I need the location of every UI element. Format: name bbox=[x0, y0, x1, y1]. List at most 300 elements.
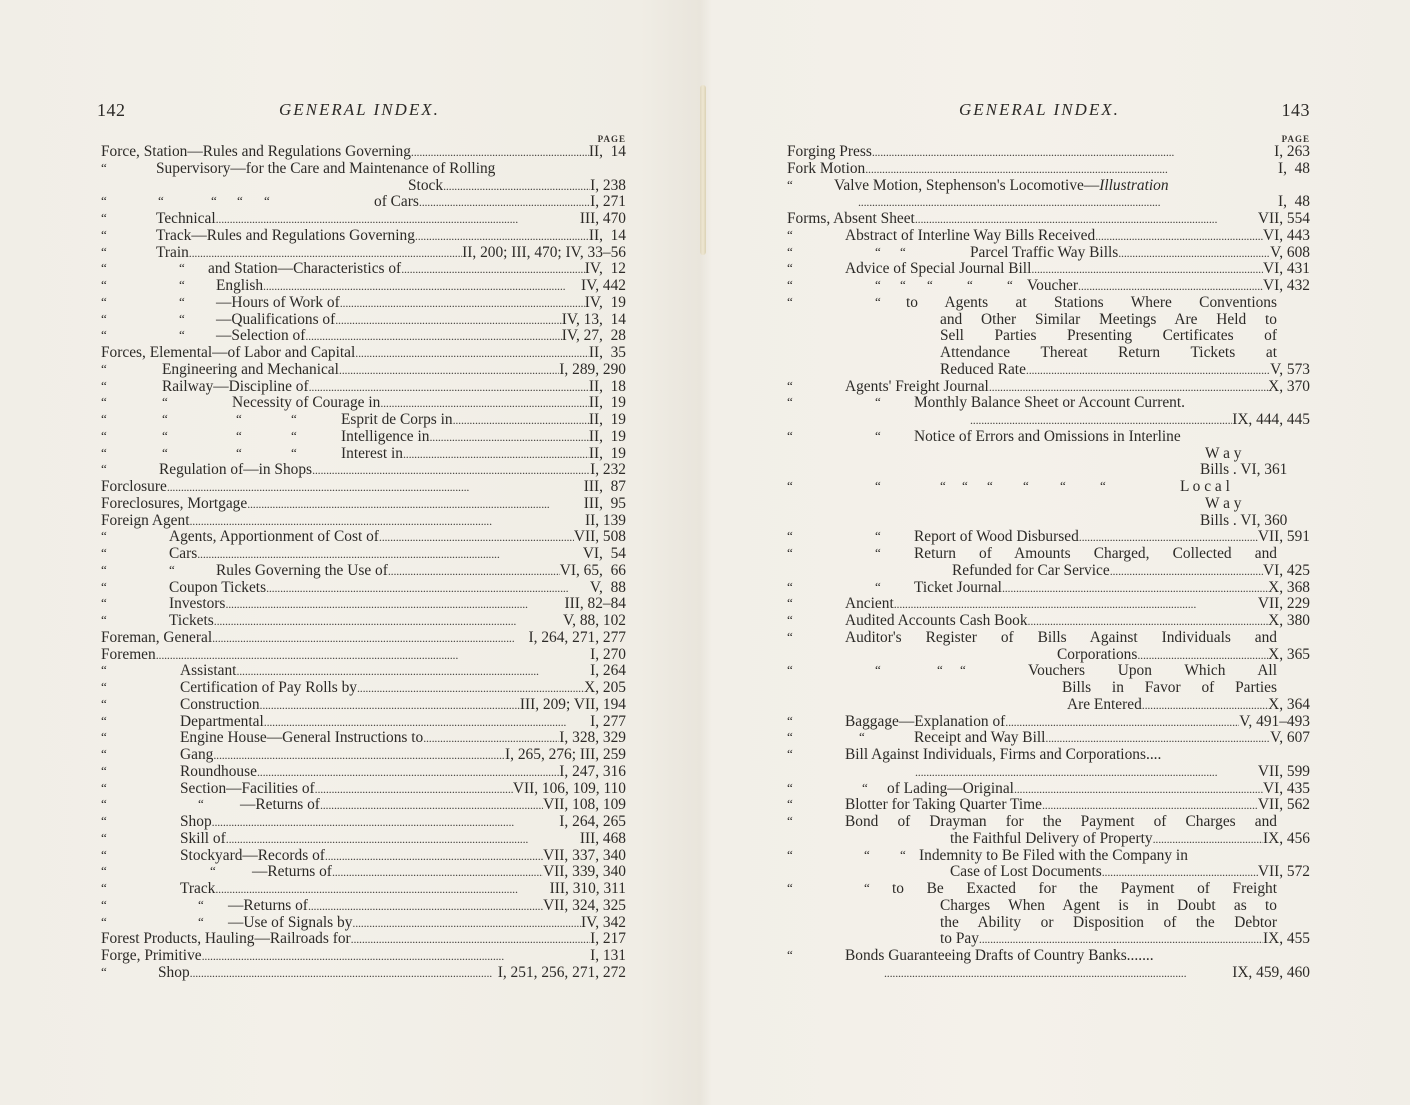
index-entry bbox=[787, 412, 1310, 429]
page-reference: II, 200; III, 470; IV, 33–56 bbox=[462, 243, 626, 261]
entry-text: Train bbox=[156, 243, 189, 261]
dot-leader bbox=[197, 546, 583, 563]
index-entry bbox=[101, 295, 626, 312]
dot-leader bbox=[215, 881, 549, 898]
index-entry bbox=[787, 278, 1310, 295]
page-reference: II, 19 bbox=[588, 411, 626, 428]
entry-text: Monthly Balance Sheet or Account Current. bbox=[914, 394, 1185, 412]
page-reference: I, 265, 276; III, 259 bbox=[505, 746, 626, 763]
entry-text: of Lading—Original bbox=[887, 779, 1014, 797]
dot-leader bbox=[453, 412, 589, 429]
entry-text: the Faithful Delivery of Property bbox=[950, 829, 1153, 847]
ditto-mark: “ bbox=[101, 578, 107, 594]
ditto-mark: “ bbox=[101, 963, 107, 979]
index-entry bbox=[101, 429, 626, 446]
index-entry bbox=[787, 379, 1310, 396]
index-entry bbox=[787, 864, 1310, 881]
index-entry bbox=[787, 714, 1310, 731]
index-entry bbox=[101, 714, 626, 731]
page-reference: I, 263 bbox=[1274, 143, 1310, 160]
index-entry bbox=[787, 730, 1310, 747]
ditto-mark: “ bbox=[787, 260, 793, 276]
ditto-mark: “ bbox=[787, 277, 793, 292]
dot-leader bbox=[332, 864, 543, 881]
index-entry bbox=[101, 965, 626, 982]
index-entry bbox=[787, 345, 1310, 362]
index-entry bbox=[787, 194, 1310, 211]
page-reference: VI, 435 bbox=[1262, 779, 1310, 797]
page-reference: III, 82–84 bbox=[564, 595, 626, 613]
ditto-mark: “ bbox=[236, 444, 242, 460]
left-page bbox=[97, 0, 626, 1105]
page-reference: I, 289, 290 bbox=[559, 360, 626, 378]
ditto-mark: “ bbox=[101, 779, 107, 795]
index-entry bbox=[101, 864, 626, 881]
ditto-mark: “ bbox=[101, 595, 107, 611]
index-entry bbox=[787, 462, 1310, 479]
index-entry bbox=[787, 161, 1310, 178]
dot-leader bbox=[257, 764, 559, 781]
dot-leader bbox=[415, 228, 589, 245]
entry-text: —Hours of Work of bbox=[216, 293, 340, 311]
dot-leader bbox=[212, 814, 560, 831]
index-entry bbox=[101, 228, 626, 245]
entry-text: Bills . VI, 361 bbox=[1200, 461, 1288, 479]
index-entry bbox=[101, 898, 626, 915]
index-entry bbox=[787, 580, 1310, 597]
index-entry bbox=[787, 211, 1310, 228]
ditto-mark: “ bbox=[787, 243, 793, 259]
entry-text: Forclosure bbox=[101, 478, 167, 495]
ditto-mark: “ bbox=[101, 444, 107, 460]
ditto-mark: “ bbox=[101, 729, 107, 745]
ditto-mark: “ bbox=[960, 662, 966, 678]
entry-text: Indemnity to Be Filed with the Company in bbox=[919, 846, 1188, 864]
page-reference: VI, 65, 66 bbox=[559, 561, 626, 579]
ditto-mark: “ bbox=[875, 545, 881, 560]
ditto-mark: “ bbox=[101, 796, 107, 812]
index-entry bbox=[787, 948, 1310, 965]
entry-text: L o c a l bbox=[1180, 478, 1230, 495]
page-reference: IX, 456 bbox=[1262, 829, 1310, 847]
index-entry bbox=[101, 563, 626, 580]
index-entry bbox=[787, 395, 1310, 412]
entry-text: Bonds Guaranteeing Drafts of Country Banks....... bbox=[845, 947, 1154, 964]
dot-leader bbox=[970, 412, 1232, 429]
dot-leader bbox=[858, 194, 1278, 211]
dot-leader bbox=[214, 613, 563, 630]
dot-leader bbox=[1014, 781, 1263, 798]
entry-text: Cars bbox=[169, 545, 198, 562]
running-head: GENERAL INDEX. bbox=[959, 100, 1120, 119]
index-entry bbox=[787, 529, 1310, 546]
entry-text: Gang bbox=[180, 746, 214, 763]
ditto-mark: “ bbox=[101, 193, 107, 209]
page-reference: VI, 431 bbox=[1262, 260, 1310, 278]
entry-text: the Ability or Disposition of the Debtor bbox=[940, 913, 1277, 931]
ditto-mark: “ bbox=[162, 411, 168, 426]
page-reference: X, 364 bbox=[1268, 695, 1310, 713]
index-entry bbox=[101, 261, 626, 278]
index-entry bbox=[787, 781, 1310, 798]
page-column-label: PAGE bbox=[597, 134, 626, 144]
page-reference: X, 370 bbox=[1268, 377, 1310, 395]
ditto-mark: “ bbox=[967, 277, 973, 292]
dot-leader bbox=[411, 144, 589, 161]
ditto-mark: “ bbox=[787, 662, 793, 678]
ditto-mark: “ bbox=[179, 260, 185, 276]
ditto-mark: “ bbox=[987, 478, 993, 493]
ditto-mark: “ bbox=[101, 612, 107, 627]
ditto-mark: “ bbox=[237, 193, 243, 209]
entry-text: Vouchers Upon Which All bbox=[1028, 662, 1277, 680]
page-reference: VII, 508 bbox=[573, 528, 626, 546]
index-entry bbox=[787, 697, 1310, 714]
index-entry bbox=[787, 965, 1310, 982]
dot-leader bbox=[989, 379, 1268, 396]
dot-leader bbox=[894, 596, 1258, 613]
ditto-mark: “ bbox=[101, 310, 107, 326]
entry-text: Stockyard—Records of bbox=[180, 846, 325, 864]
ditto-mark: “ bbox=[101, 712, 107, 728]
entry-text: Necessity of Courage in bbox=[232, 394, 381, 412]
ditto-mark: “ bbox=[101, 226, 107, 242]
page-reference: IV, 19 bbox=[584, 293, 626, 311]
page-reference: I, 131 bbox=[590, 947, 626, 964]
ditto-mark: “ bbox=[291, 411, 297, 426]
index-entry bbox=[101, 814, 626, 831]
ditto-mark: “ bbox=[291, 444, 297, 460]
index-entry bbox=[101, 915, 626, 932]
ditto-mark: “ bbox=[291, 427, 297, 443]
ditto-mark: “ bbox=[101, 880, 107, 895]
entry-text: Engineering and Mechanical bbox=[162, 360, 339, 378]
index-entry bbox=[787, 328, 1310, 345]
index-entry bbox=[101, 312, 626, 329]
dot-leader bbox=[401, 261, 585, 278]
entry-text: Tickets bbox=[169, 612, 214, 629]
dot-leader bbox=[266, 580, 590, 597]
ditto-mark: “ bbox=[787, 712, 793, 728]
ditto-mark: “ bbox=[101, 327, 107, 343]
dot-leader bbox=[865, 161, 1278, 178]
entry-text: of Cars bbox=[374, 193, 419, 211]
page-reference: I, 232 bbox=[590, 461, 626, 479]
ditto-mark: “ bbox=[875, 578, 881, 594]
dot-leader bbox=[419, 194, 590, 211]
ditto-mark: “ bbox=[101, 679, 107, 694]
page-reference: I, 238 bbox=[590, 176, 626, 194]
dot-leader bbox=[1137, 647, 1268, 664]
dot-leader bbox=[309, 379, 589, 396]
ditto-mark: “ bbox=[101, 360, 107, 376]
page-reference: VII, 108, 109 bbox=[543, 796, 626, 814]
entry-text: Assistant bbox=[180, 662, 237, 680]
page-reference: X, 368 bbox=[1268, 578, 1310, 596]
ditto-mark: “ bbox=[158, 193, 164, 209]
ditto-mark: “ bbox=[101, 377, 107, 393]
entry-text: Forging Press bbox=[787, 143, 872, 160]
page-reference: V, 88 bbox=[589, 578, 626, 596]
dot-leader bbox=[1142, 697, 1268, 714]
index-entry bbox=[787, 513, 1310, 530]
page-reference: VI, 443 bbox=[1262, 226, 1310, 244]
entry-text: Forest Products, Hauling—Railroads for bbox=[101, 930, 351, 948]
page-reference: III, 470 bbox=[579, 210, 626, 227]
ditto-mark: “ bbox=[787, 578, 793, 594]
index-entry bbox=[101, 178, 626, 195]
ditto-mark: “ bbox=[236, 411, 242, 426]
index-entry bbox=[787, 546, 1310, 563]
dot-leader bbox=[443, 178, 590, 195]
index-entries bbox=[787, 144, 1310, 982]
index-entry bbox=[101, 345, 626, 362]
dot-leader bbox=[979, 931, 1263, 948]
index-entry bbox=[787, 596, 1310, 613]
ditto-mark: “ bbox=[787, 813, 793, 828]
ditto-mark: “ bbox=[787, 729, 793, 745]
ditto-mark: “ bbox=[101, 293, 107, 309]
ditto-mark: “ bbox=[875, 478, 881, 493]
page-reference: VI, 54 bbox=[582, 545, 626, 562]
ditto-mark: “ bbox=[927, 277, 933, 292]
entry-text: to Pay bbox=[940, 930, 979, 948]
entry-text: Rules Governing the Use of bbox=[216, 561, 388, 579]
dot-leader bbox=[167, 479, 584, 496]
index-entry bbox=[101, 546, 626, 563]
page-reference: I, 264 bbox=[590, 662, 626, 680]
index-entry bbox=[101, 931, 626, 948]
dot-leader bbox=[190, 513, 585, 530]
page-reference: IV, 13, 14 bbox=[561, 310, 626, 328]
dot-leader bbox=[403, 446, 589, 463]
dot-leader bbox=[1095, 228, 1263, 245]
page-reference: II, 139 bbox=[584, 511, 626, 529]
dot-leader bbox=[380, 395, 589, 412]
dot-leader bbox=[351, 931, 590, 948]
entry-text: Ancient bbox=[845, 595, 894, 613]
page-reference: V, 491–493 bbox=[1239, 712, 1310, 730]
index-entry bbox=[787, 680, 1310, 697]
index-entry bbox=[101, 697, 626, 714]
entry-text: —Qualifications of bbox=[216, 310, 336, 328]
index-entry bbox=[101, 144, 626, 161]
ditto-mark: “ bbox=[862, 779, 868, 795]
ditto-mark: “ bbox=[787, 612, 793, 627]
entry-text: Baggage—Explanation of bbox=[845, 712, 1006, 730]
entry-text: Stock bbox=[408, 176, 444, 194]
entry-text: Ticket Journal bbox=[914, 578, 1002, 596]
ditto-mark: “ bbox=[198, 913, 204, 929]
index-entry bbox=[101, 245, 626, 262]
page-reference: I, 264, 271, 277 bbox=[528, 628, 626, 646]
index-entry bbox=[787, 630, 1310, 647]
dot-leader bbox=[1078, 278, 1263, 295]
ditto-mark: “ bbox=[162, 427, 168, 443]
ditto-mark: “ bbox=[101, 913, 107, 929]
entry-text: Case of Lost Documents bbox=[950, 863, 1102, 881]
page-column-label: PAGE bbox=[1281, 134, 1310, 144]
ditto-mark: “ bbox=[875, 427, 881, 443]
ditto-mark: “ bbox=[101, 545, 107, 560]
page-header bbox=[97, 100, 626, 124]
ditto-mark: “ bbox=[101, 662, 107, 678]
entry-text: Interest in bbox=[341, 444, 403, 462]
ditto-mark: “ bbox=[1060, 478, 1066, 493]
dot-leader bbox=[1005, 714, 1239, 731]
ditto-mark: “ bbox=[179, 293, 185, 309]
index-entry bbox=[787, 881, 1310, 898]
page-reference: VII, 229 bbox=[1257, 595, 1310, 613]
entry-text: Voucher bbox=[1027, 277, 1079, 294]
ditto-mark: “ bbox=[875, 293, 881, 309]
dot-leader bbox=[352, 915, 581, 932]
index-entry bbox=[787, 898, 1310, 915]
ditto-mark: “ bbox=[875, 662, 881, 678]
ditto-mark: “ bbox=[875, 243, 881, 259]
dot-leader bbox=[915, 211, 1258, 228]
ditto-mark: “ bbox=[787, 947, 793, 962]
entry-text: Bills in Favor of Parties bbox=[1062, 679, 1277, 696]
entry-text: Refunded for Car Service bbox=[952, 561, 1110, 579]
entry-text: —Selection of bbox=[216, 327, 306, 345]
dot-leader bbox=[872, 144, 1274, 161]
entry-text: Agents, Apportionment of Cost of bbox=[169, 528, 379, 546]
index-entry bbox=[101, 948, 626, 965]
index-entry bbox=[101, 781, 626, 798]
page-number: 142 bbox=[97, 100, 126, 120]
entry-text: —Returns of bbox=[228, 896, 308, 914]
dot-leader bbox=[423, 730, 559, 747]
ditto-mark: “ bbox=[787, 779, 793, 795]
index-entry bbox=[101, 479, 626, 496]
entry-text: Skill of bbox=[180, 829, 226, 847]
index-entry bbox=[787, 663, 1310, 680]
dot-leader bbox=[1002, 580, 1268, 597]
entry-text: Track bbox=[180, 880, 216, 897]
entry-text: Departmental bbox=[180, 712, 264, 730]
entry-text: Technical bbox=[156, 210, 216, 227]
index-entry bbox=[101, 680, 626, 697]
ditto-mark: “ bbox=[101, 243, 107, 259]
index-entry bbox=[101, 831, 626, 848]
page-reference: I, 251, 256, 271, 272 bbox=[497, 963, 626, 981]
ditto-mark: “ bbox=[962, 478, 968, 493]
page-reference: V, 608 bbox=[1270, 243, 1310, 261]
dot-leader bbox=[226, 831, 580, 848]
ditto-mark: “ bbox=[787, 293, 793, 309]
page-reference: III, 468 bbox=[579, 829, 626, 847]
index-entry bbox=[101, 395, 626, 412]
index-entry bbox=[101, 362, 626, 379]
entry-text: and Other Similar Meetings Are Held to bbox=[940, 310, 1277, 328]
dot-leader bbox=[388, 563, 560, 580]
dot-leader bbox=[263, 278, 581, 295]
index-entry bbox=[787, 915, 1310, 932]
entry-text: Notice of Errors and Omissions in Interline bbox=[914, 427, 1181, 445]
dot-leader bbox=[202, 948, 590, 965]
index-entry bbox=[787, 931, 1310, 948]
entry-text: Bills . VI, 360 bbox=[1200, 511, 1288, 529]
dot-leader bbox=[213, 747, 505, 764]
index-entry bbox=[101, 446, 626, 463]
ditto-mark: “ bbox=[787, 394, 793, 410]
ditto-mark: “ bbox=[210, 863, 216, 879]
dot-leader bbox=[320, 797, 543, 814]
dot-leader bbox=[1045, 730, 1270, 747]
dot-leader bbox=[429, 429, 588, 446]
ditto-mark: “ bbox=[236, 427, 242, 443]
entry-text: Investors bbox=[169, 595, 226, 613]
page-reference: III, 310, 311 bbox=[549, 880, 626, 897]
entry-text: and Station—Characteristics of bbox=[208, 260, 402, 278]
entry-text: Intelligence in bbox=[341, 427, 430, 445]
dot-leader bbox=[1079, 529, 1258, 546]
entry-text: Track—Rules and Regulations Governing bbox=[156, 226, 415, 244]
entry-text: Receipt and Way Bill bbox=[914, 729, 1046, 747]
entry-text: Force, Station—Rules and Regulations Governing bbox=[101, 143, 411, 160]
page-number: 143 bbox=[1281, 100, 1310, 120]
entry-text: Forms, Absent Sheet bbox=[787, 210, 915, 227]
dot-leader bbox=[884, 965, 1232, 982]
page-reference: I, 277 bbox=[590, 712, 626, 730]
entry-text: to Agents at Stations Where Conventions bbox=[906, 293, 1277, 311]
page-reference: VII, 337, 340 bbox=[543, 846, 626, 864]
page-reference: I, 271 bbox=[590, 193, 626, 211]
index-entry bbox=[787, 295, 1310, 312]
index-entry bbox=[101, 580, 626, 597]
ditto-mark: “ bbox=[101, 829, 107, 845]
dot-leader bbox=[190, 965, 498, 982]
dot-leader bbox=[1118, 245, 1270, 262]
entry-text: Regulation of—in Shops bbox=[159, 461, 313, 479]
page-reference: VII, 562 bbox=[1257, 796, 1310, 814]
dot-leader bbox=[1153, 831, 1263, 848]
index-entry bbox=[787, 563, 1310, 580]
index-entry bbox=[101, 513, 626, 530]
ditto-mark: “ bbox=[787, 528, 793, 544]
page-reference: VII, 599 bbox=[1257, 762, 1310, 780]
ditto-mark: “ bbox=[101, 762, 107, 778]
page-reference: IX, 455 bbox=[1262, 930, 1310, 948]
dot-leader bbox=[1042, 797, 1258, 814]
entry-text: Bond of Drayman for the Payment of Charges and bbox=[845, 813, 1277, 830]
index-entry bbox=[787, 496, 1310, 513]
ditto-mark: “ bbox=[864, 880, 870, 895]
ditto-mark: “ bbox=[101, 461, 107, 477]
entry-text: W a y bbox=[1205, 494, 1242, 512]
index-entry bbox=[787, 362, 1310, 379]
index-entry bbox=[101, 630, 626, 647]
entry-text: Bill Against Individuals, Firms and Corporations.... bbox=[845, 746, 1162, 763]
dot-leader bbox=[340, 295, 585, 312]
entry-text: —Returns of bbox=[240, 796, 320, 814]
entry-text: Foremen bbox=[101, 645, 156, 663]
dot-leader bbox=[216, 211, 580, 228]
dot-leader bbox=[1110, 563, 1263, 580]
index-entry bbox=[101, 278, 626, 295]
entry-text: Return of Amounts Charged, Collected and bbox=[914, 545, 1277, 562]
ditto-mark: “ bbox=[787, 880, 793, 895]
index-entry bbox=[787, 144, 1310, 161]
dot-leader bbox=[315, 781, 513, 798]
index-entry bbox=[787, 831, 1310, 848]
ditto-mark: “ bbox=[101, 746, 107, 761]
page-reference: VII, 591 bbox=[1257, 528, 1310, 546]
page-reference: II, 19 bbox=[588, 444, 626, 462]
index-entry bbox=[787, 747, 1310, 764]
book-gutter bbox=[700, 85, 706, 255]
